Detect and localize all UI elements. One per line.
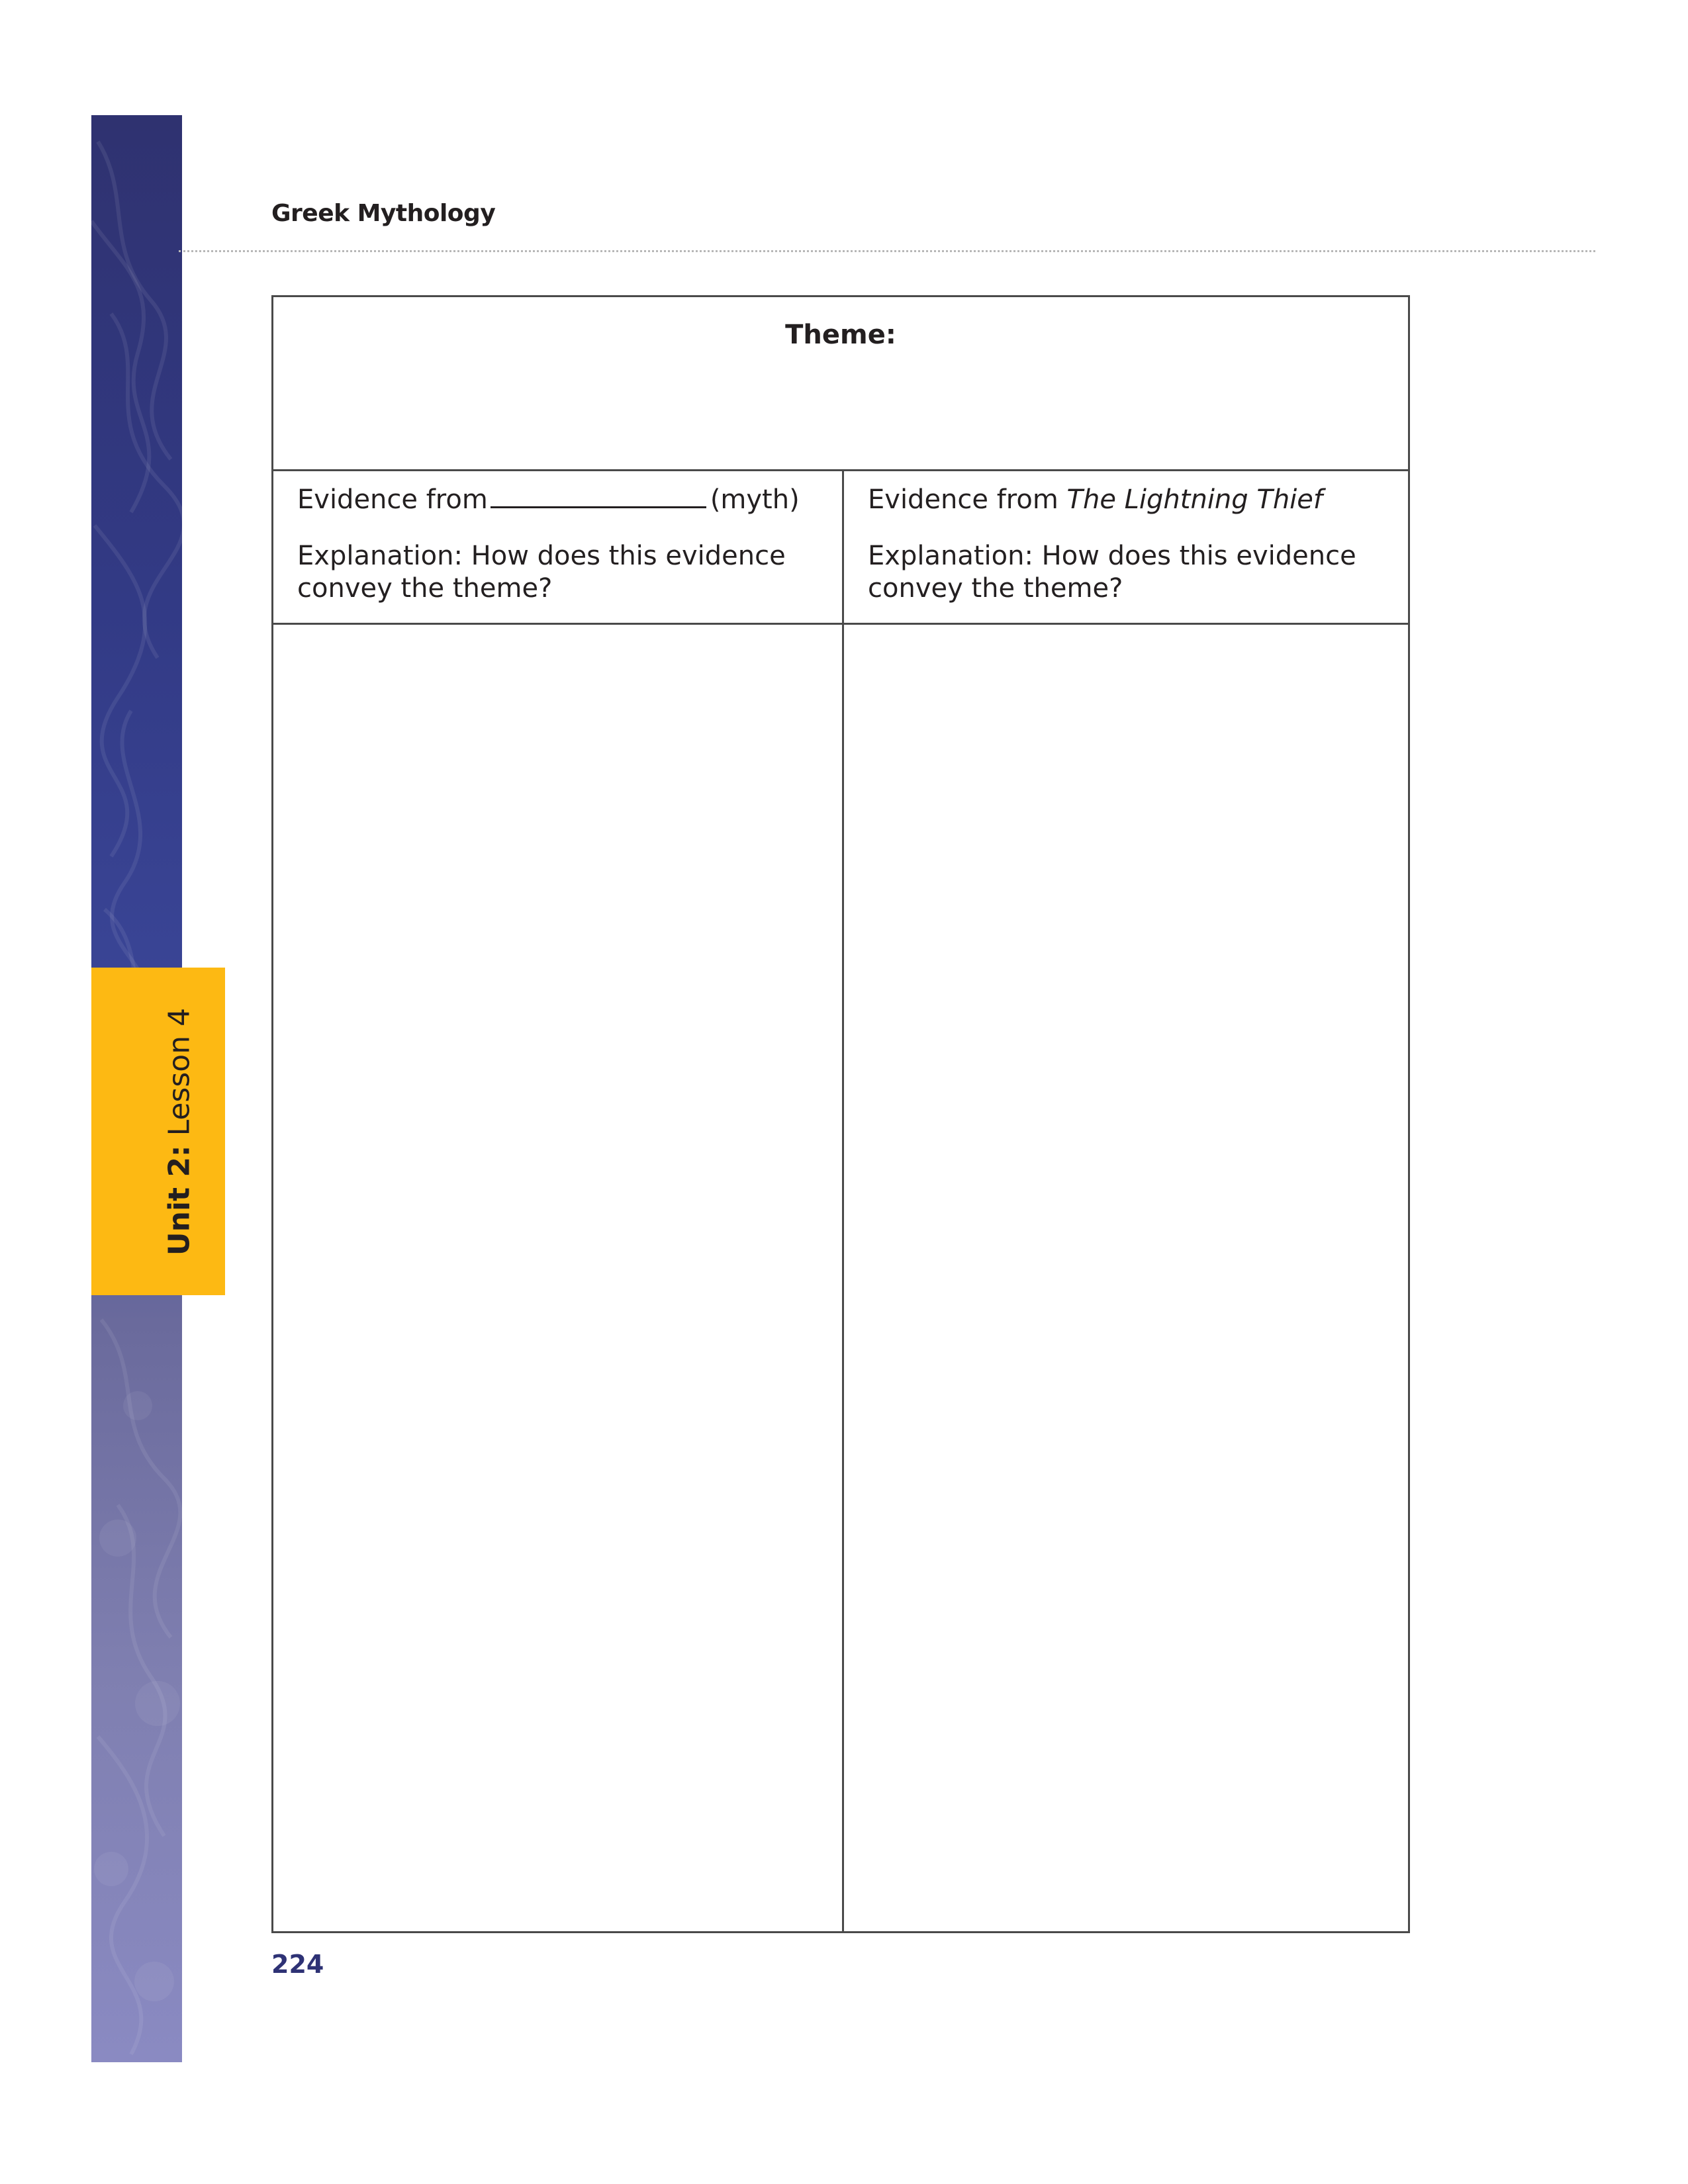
header-dotted-rule — [179, 250, 1595, 252]
lesson-label: Lesson 4 — [162, 1007, 197, 1136]
novel-evidence-prompt — [868, 484, 1397, 515]
unit-label: Unit 2: — [162, 1145, 197, 1256]
myth-evidence-suffix: (myth) — [710, 484, 800, 515]
myth-answer-cell[interactable] — [273, 625, 842, 1931]
myth-evidence-prompt — [297, 484, 829, 515]
unit-lesson-tab — [91, 968, 225, 1295]
running-head: Greek Mythology — [271, 200, 496, 227]
novel-column-header — [844, 471, 1410, 623]
myth-column-header — [273, 471, 842, 623]
graphic-organizer-table — [271, 295, 1410, 1933]
novel-explanation-prompt: Explanation: How does this evidence convey the theme? — [868, 541, 1356, 604]
myth-explanation-prompt: Explanation: How does this evidence convey the theme? — [297, 541, 786, 604]
page-number: 224 — [271, 1950, 324, 1979]
myth-name-blank[interactable] — [491, 506, 706, 508]
novel-title: The Lightning Thief — [1066, 484, 1323, 515]
novel-answer-cell[interactable] — [844, 625, 1410, 1931]
novel-evidence-prefix: Evidence from — [868, 484, 1058, 515]
theme-row[interactable] — [273, 297, 1408, 471]
unit-lesson-label — [163, 1008, 197, 1255]
myth-evidence-prefix: Evidence from — [297, 484, 488, 515]
theme-label: Theme: — [785, 320, 896, 350]
